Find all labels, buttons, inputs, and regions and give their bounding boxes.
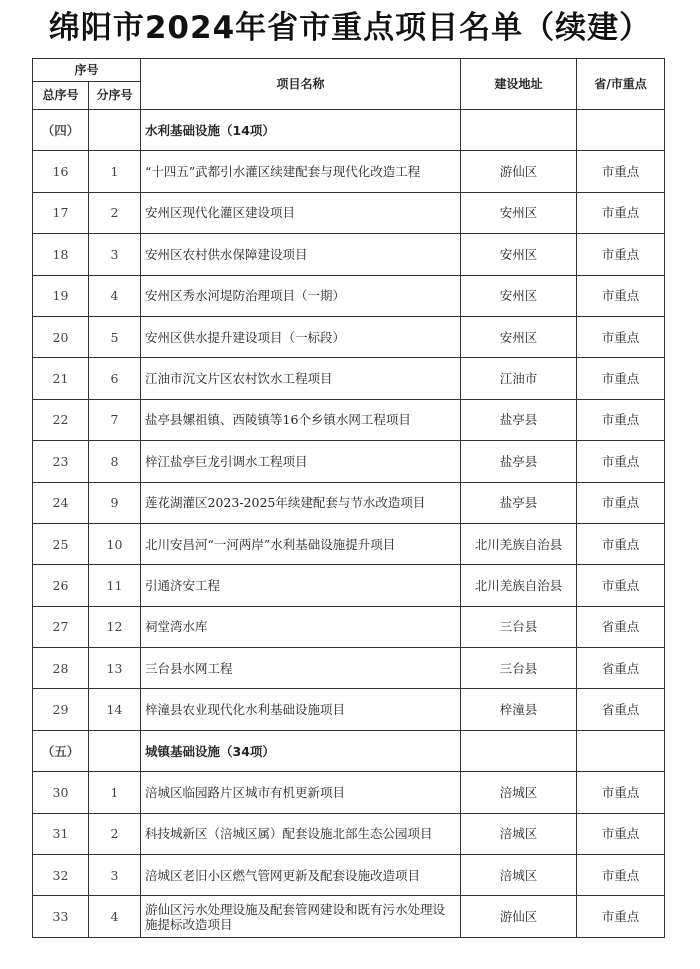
cell-project-name: 莲花湖灌区2023-2025年续建配套与节水改造项目 bbox=[141, 482, 461, 523]
cell-total-seq: 23 bbox=[33, 441, 89, 482]
cell-location bbox=[461, 730, 577, 771]
cell-project-name: 梓潼县农业现代化水利基础设施项目 bbox=[141, 689, 461, 730]
cell-total-seq: 16 bbox=[33, 151, 89, 192]
cell-sub-seq bbox=[89, 110, 141, 151]
cell-level: 市重点 bbox=[577, 151, 665, 192]
cell-location: 涪城区 bbox=[461, 813, 577, 854]
table-row bbox=[33, 896, 665, 937]
cell-level: 市重点 bbox=[577, 275, 665, 316]
cell-sub-seq: 10 bbox=[89, 523, 141, 564]
cell-project-name: 安州区供水提升建设项目（一标段） bbox=[141, 316, 461, 357]
cell-location: 游仙区 bbox=[461, 151, 577, 192]
cell-sub-seq: 8 bbox=[89, 441, 141, 482]
project-table bbox=[32, 58, 665, 938]
cell-total-seq: 31 bbox=[33, 813, 89, 854]
cell-project-name: 北川安昌河“一河两岸”水利基础设施提升项目 bbox=[141, 523, 461, 564]
cell-sub-seq: 3 bbox=[89, 855, 141, 896]
cell-total-seq: 22 bbox=[33, 399, 89, 440]
table-row bbox=[33, 399, 665, 440]
category-row bbox=[33, 110, 665, 151]
cell-sub-seq: 12 bbox=[89, 606, 141, 647]
cell-location: 安州区 bbox=[461, 275, 577, 316]
category-row bbox=[33, 730, 665, 771]
table-row bbox=[33, 482, 665, 523]
header-location: 建设地址 bbox=[461, 59, 577, 110]
cell-location: 盐亭县 bbox=[461, 482, 577, 523]
cell-sub-seq: 4 bbox=[89, 275, 141, 316]
cell-project-name: 三台县水网工程 bbox=[141, 648, 461, 689]
table-row bbox=[33, 772, 665, 813]
table-row bbox=[33, 316, 665, 357]
table-row bbox=[33, 192, 665, 233]
table-row bbox=[33, 855, 665, 896]
cell-sub-seq: 6 bbox=[89, 358, 141, 399]
cell-sub-seq: 2 bbox=[89, 813, 141, 854]
table-row bbox=[33, 523, 665, 564]
cell-project-name: 盐亭县嫘祖镇、西陵镇等16个乡镇水网工程项目 bbox=[141, 399, 461, 440]
cell-sub-seq: 2 bbox=[89, 192, 141, 233]
cell-location: 江油市 bbox=[461, 358, 577, 399]
cell-sub-seq bbox=[89, 730, 141, 771]
cell-level: 市重点 bbox=[577, 855, 665, 896]
cell-level: 市重点 bbox=[577, 192, 665, 233]
cell-sub-seq: 4 bbox=[89, 896, 141, 937]
cell-level: 市重点 bbox=[577, 813, 665, 854]
cell-location bbox=[461, 110, 577, 151]
cell-location: 安州区 bbox=[461, 316, 577, 357]
cell-project-name: 江油市沉文片区农村饮水工程项目 bbox=[141, 358, 461, 399]
cell-project-name: “十四五”武都引水灌区续建配套与现代化改造工程 bbox=[141, 151, 461, 192]
cell-project-name: 城镇基础设施（34项） bbox=[141, 730, 461, 771]
cell-project-name: 游仙区污水处理设施及配套管网建设和既有污水处理设施提标改造项目 bbox=[141, 896, 461, 937]
cell-location: 涪城区 bbox=[461, 772, 577, 813]
header-total-seq: 总序号 bbox=[33, 82, 89, 110]
cell-total-seq: 29 bbox=[33, 689, 89, 730]
cell-level bbox=[577, 730, 665, 771]
table-row bbox=[33, 648, 665, 689]
cell-sub-seq: 11 bbox=[89, 565, 141, 606]
cell-location: 盐亭县 bbox=[461, 399, 577, 440]
cell-level: 市重点 bbox=[577, 772, 665, 813]
cell-total-seq: （四） bbox=[33, 110, 89, 151]
cell-project-name: 引通济安工程 bbox=[141, 565, 461, 606]
cell-total-seq: 19 bbox=[33, 275, 89, 316]
table-row bbox=[33, 565, 665, 606]
cell-location: 北川羌族自治县 bbox=[461, 523, 577, 564]
cell-level bbox=[577, 110, 665, 151]
cell-location: 安州区 bbox=[461, 192, 577, 233]
cell-total-seq: 20 bbox=[33, 316, 89, 357]
cell-level: 市重点 bbox=[577, 316, 665, 357]
cell-total-seq: 32 bbox=[33, 855, 89, 896]
cell-total-seq: 25 bbox=[33, 523, 89, 564]
cell-location: 盐亭县 bbox=[461, 441, 577, 482]
header-seq: 序号 bbox=[33, 59, 141, 82]
cell-location: 三台县 bbox=[461, 606, 577, 647]
table-row bbox=[33, 689, 665, 730]
cell-location: 安州区 bbox=[461, 234, 577, 275]
cell-total-seq: 24 bbox=[33, 482, 89, 523]
cell-project-name: 涪城区老旧小区燃气管网更新及配套设施改造项目 bbox=[141, 855, 461, 896]
header-name: 项目名称 bbox=[141, 59, 461, 110]
cell-level: 市重点 bbox=[577, 565, 665, 606]
cell-sub-seq: 1 bbox=[89, 772, 141, 813]
cell-sub-seq: 1 bbox=[89, 151, 141, 192]
table-row bbox=[33, 275, 665, 316]
cell-total-seq: 18 bbox=[33, 234, 89, 275]
cell-level: 市重点 bbox=[577, 896, 665, 937]
cell-project-name: 梓江盐亭巨龙引调水工程项目 bbox=[141, 441, 461, 482]
cell-location: 游仙区 bbox=[461, 896, 577, 937]
cell-total-seq: 30 bbox=[33, 772, 89, 813]
cell-level: 市重点 bbox=[577, 399, 665, 440]
cell-sub-seq: 7 bbox=[89, 399, 141, 440]
cell-sub-seq: 13 bbox=[89, 648, 141, 689]
cell-level: 市重点 bbox=[577, 482, 665, 523]
cell-location: 三台县 bbox=[461, 648, 577, 689]
cell-total-seq: （五） bbox=[33, 730, 89, 771]
cell-level: 市重点 bbox=[577, 358, 665, 399]
cell-total-seq: 26 bbox=[33, 565, 89, 606]
header-level: 省/市重点 bbox=[577, 59, 665, 110]
cell-project-name: 水利基础设施（14项） bbox=[141, 110, 461, 151]
cell-location: 涪城区 bbox=[461, 855, 577, 896]
cell-level: 省重点 bbox=[577, 689, 665, 730]
table-row bbox=[33, 234, 665, 275]
cell-total-seq: 17 bbox=[33, 192, 89, 233]
cell-level: 市重点 bbox=[577, 441, 665, 482]
cell-total-seq: 33 bbox=[33, 896, 89, 937]
cell-sub-seq: 9 bbox=[89, 482, 141, 523]
table-row bbox=[33, 813, 665, 854]
table-row bbox=[33, 441, 665, 482]
cell-sub-seq: 5 bbox=[89, 316, 141, 357]
cell-location: 梓潼县 bbox=[461, 689, 577, 730]
cell-total-seq: 28 bbox=[33, 648, 89, 689]
cell-project-name: 祠堂湾水库 bbox=[141, 606, 461, 647]
cell-level: 市重点 bbox=[577, 523, 665, 564]
table-row bbox=[33, 358, 665, 399]
cell-level: 市重点 bbox=[577, 234, 665, 275]
cell-total-seq: 21 bbox=[33, 358, 89, 399]
cell-project-name: 安州区秀水河堤防治理项目（一期） bbox=[141, 275, 461, 316]
cell-level: 省重点 bbox=[577, 606, 665, 647]
cell-level: 省重点 bbox=[577, 648, 665, 689]
table-row bbox=[33, 606, 665, 647]
cell-project-name: 安州区农村供水保障建设项目 bbox=[141, 234, 461, 275]
cell-project-name: 科技城新区（涪城区属）配套设施北部生态公园项目 bbox=[141, 813, 461, 854]
cell-total-seq: 27 bbox=[33, 606, 89, 647]
cell-sub-seq: 3 bbox=[89, 234, 141, 275]
table-row bbox=[33, 151, 665, 192]
header-sub-seq: 分序号 bbox=[89, 82, 141, 110]
page-title: 绵阳市2024年省市重点项目名单（续建） bbox=[48, 10, 652, 46]
cell-location: 北川羌族自治县 bbox=[461, 565, 577, 606]
cell-project-name: 安州区现代化灌区建设项目 bbox=[141, 192, 461, 233]
cell-project-name: 涪城区临园路片区城市有机更新项目 bbox=[141, 772, 461, 813]
cell-sub-seq: 14 bbox=[89, 689, 141, 730]
